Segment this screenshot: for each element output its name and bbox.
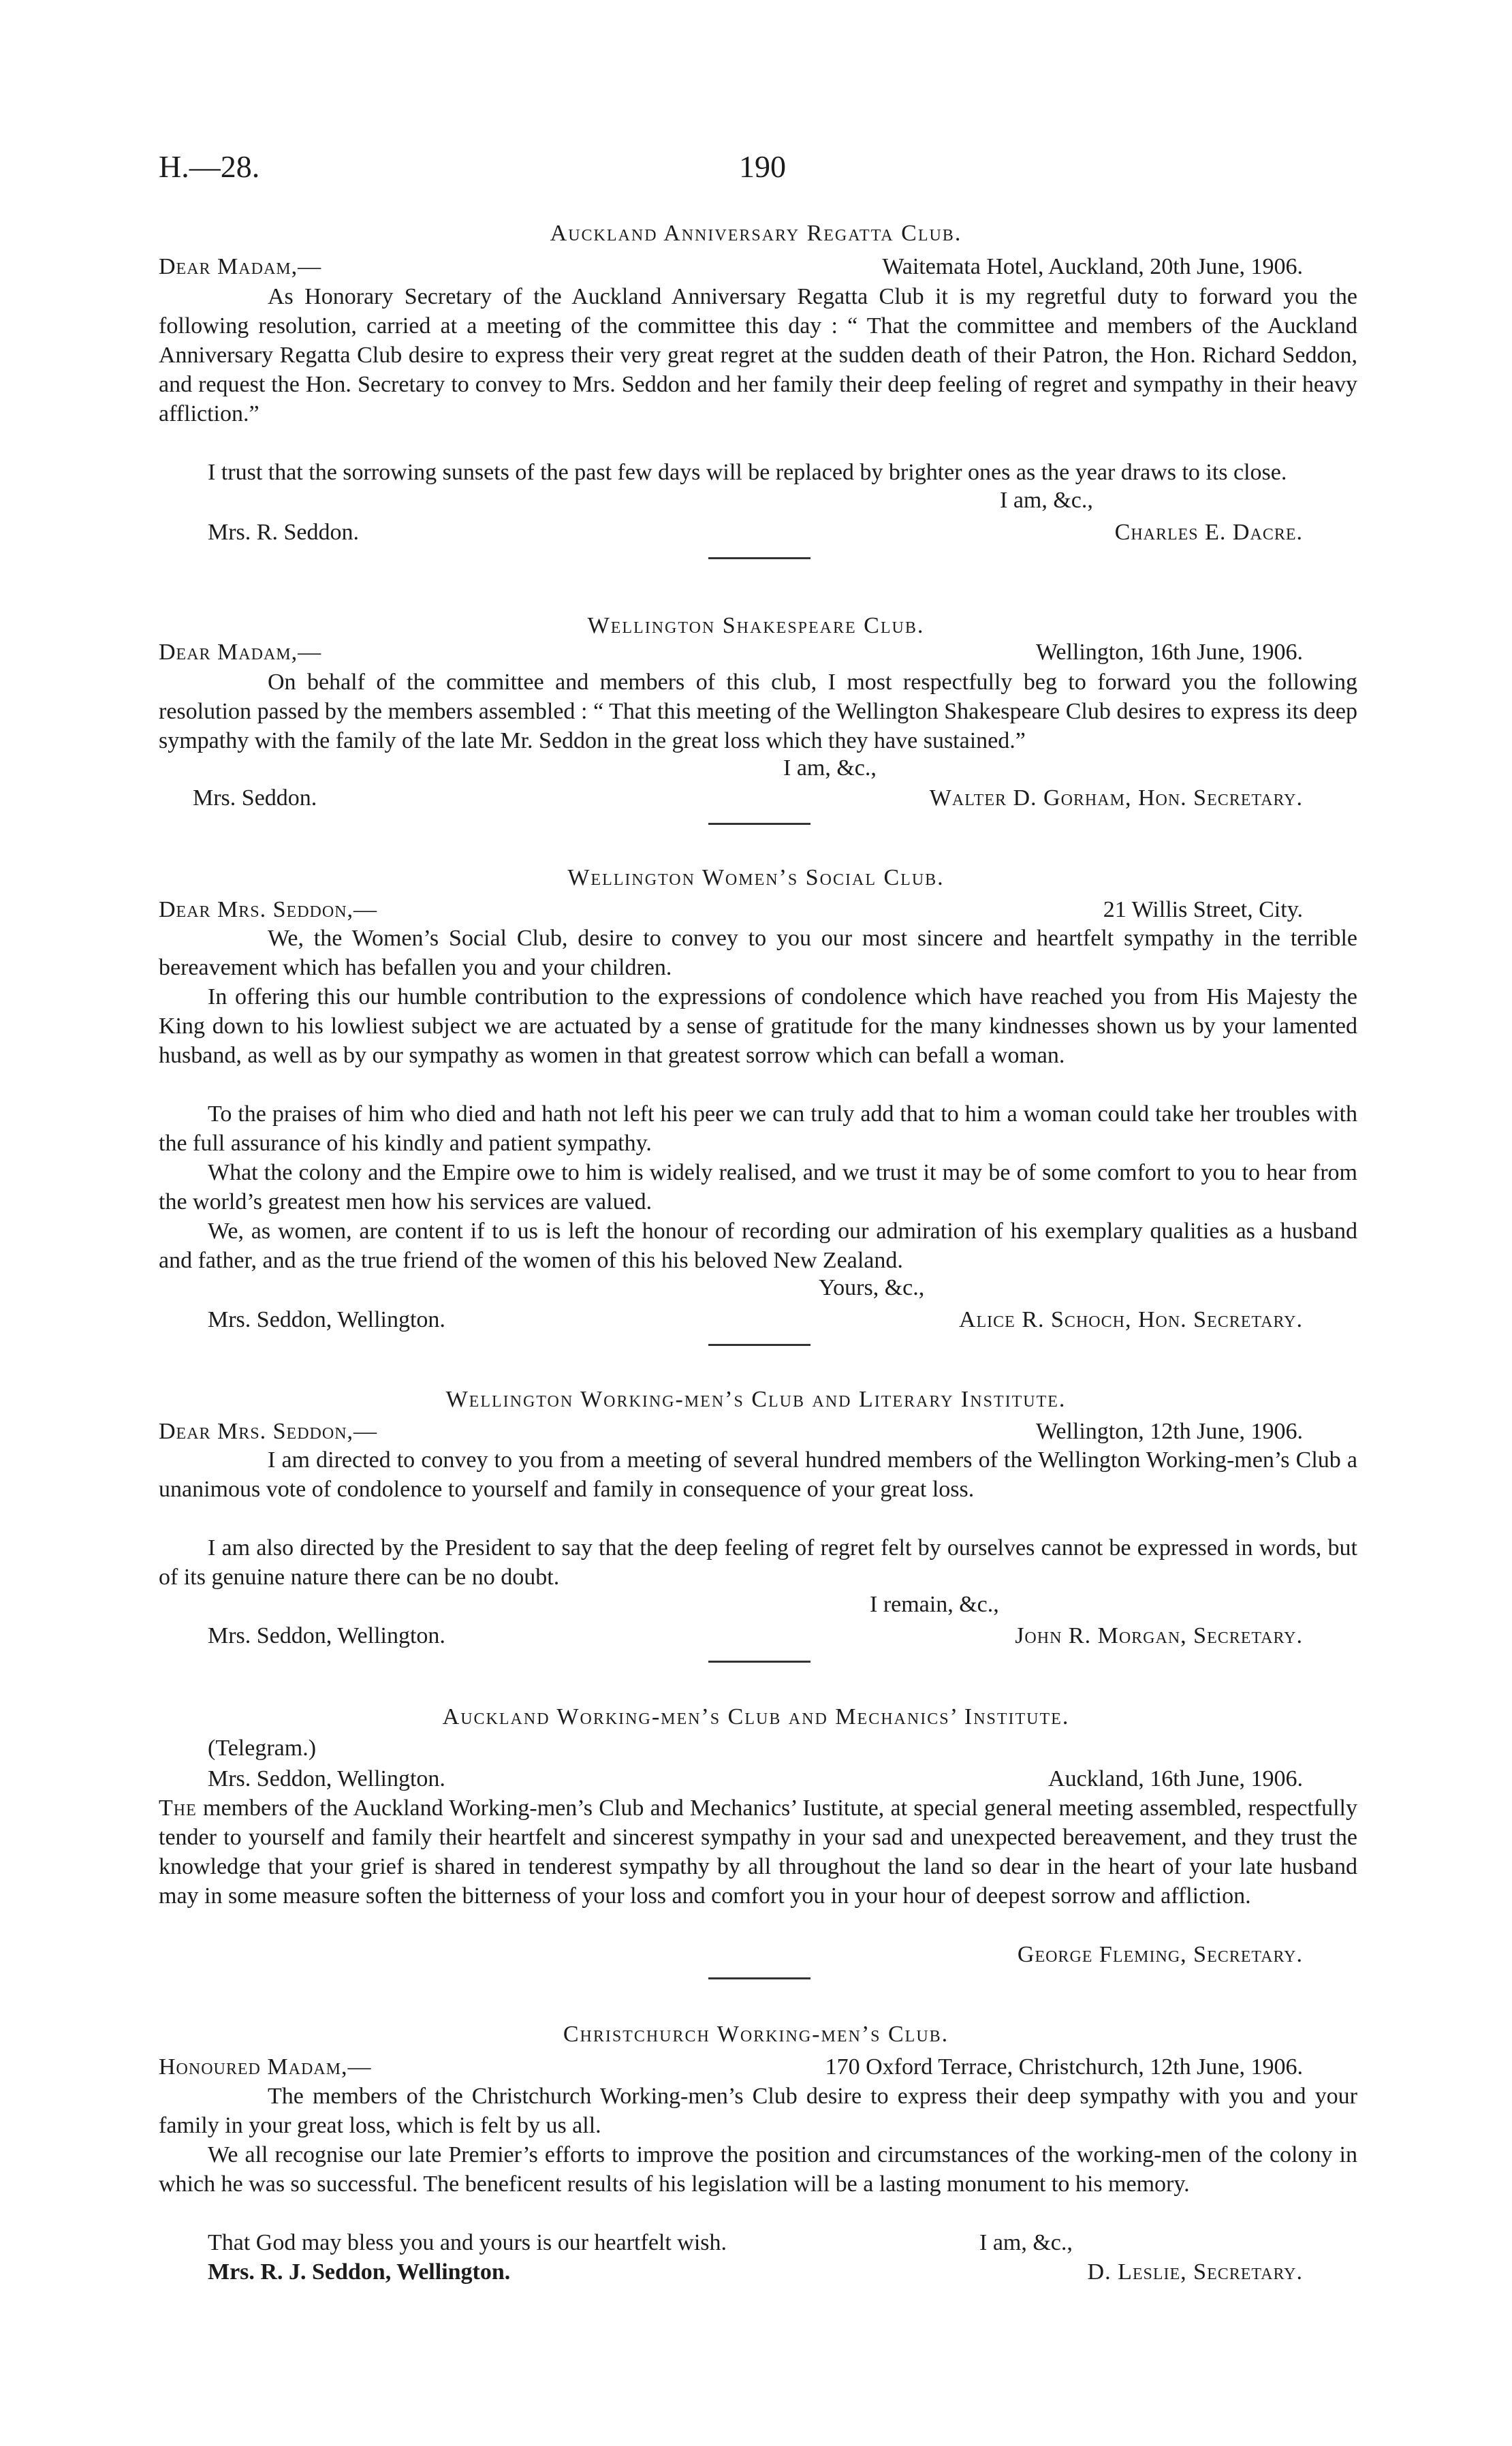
signature: George Fleming, Secretary.: [1017, 1942, 1303, 1967]
address: Auckland, 16th June, 1906.: [1048, 1766, 1303, 1791]
letter-paragraph: What the colony and the Empire owe to him is widely realised, and we trust it may be of some comfort to you to hear from the world’s greatest men how his services are valued.: [159, 1160, 1357, 1214]
document-reference: H.—28.: [159, 149, 260, 184]
divider: [708, 823, 810, 825]
salutation: Dear Mrs. Seddon,—: [159, 1419, 378, 1444]
page-number: 190: [739, 149, 786, 184]
divider: [708, 1661, 810, 1663]
closing: I am, &c.,: [1000, 488, 1093, 513]
signature: D. Leslie, Secretary.: [1087, 2259, 1303, 2285]
letter-paragraph: The members of the Christchurch Working-men’s Club desire to express their deep sympathy with you and your family in your great loss, which is felt by us all.: [159, 2084, 1357, 2138]
recipient: Mrs. Seddon, Wellington.: [208, 1623, 445, 1648]
letter-paragraph: In offering this our humble contribution to the expressions of condolence which have reached you from His Majesty the King down to his lowliest subject we are actuated by a sense of gratitude for the many kindnesses shown us by your lamented husband, as well as by our sympathy as women in that greatest sorrow which can befall a woman.: [159, 984, 1357, 1068]
salutation: Dear Madam,—: [159, 254, 322, 279]
letter-title: Auckland Anniversary Regatta Club.: [550, 221, 962, 246]
letter-paragraph: [159, 1793, 1357, 1911]
closing: I am, &c.,: [979, 2230, 1073, 2255]
address: Wellington, 12th June, 1906.: [1035, 1419, 1303, 1444]
address: 170 Oxford Terrace, Christchurch, 12th June, 1906.: [825, 2054, 1303, 2080]
letter-title: Wellington Working-men’s Club and Literary Institute.: [445, 1387, 1067, 1412]
signature: Walter D. Gorham, Hon. Secretary.: [929, 785, 1303, 811]
salutation: Dear Madam,—: [159, 640, 322, 665]
salutation: Honoured Madam,—: [159, 2054, 372, 2080]
letter-paragraph: I am directed to convey to you from a meeting of several hundred members of the Wellington Working-men’s Club a unanimous vote of condolence to yourself and family in consequence of your great loss.: [159, 1447, 1357, 1502]
recipient: Mrs. R. Seddon.: [208, 520, 359, 545]
recipient: Mrs. Seddon, Wellington.: [208, 1307, 445, 1332]
salutation: Dear Mrs. Seddon,—: [159, 897, 378, 922]
letter-paragraph: On behalf of the committee and members of this club, I most respectfully beg to forward you the following resolution passed by the members assembled : “ That this meeting of the Wellington Shakespeare Club desires to express its deep sympathy with the family of the late Mr. Seddon in the great loss which they have sustained.”: [159, 670, 1357, 753]
letter-paragraph: That God may bless you and yours is our heartfelt wish.: [208, 2230, 727, 2255]
letter-title: Christchurch Working-men’s Club.: [563, 2022, 949, 2047]
letter-title: Wellington Shakespeare Club.: [587, 613, 925, 638]
divider: [708, 557, 810, 559]
divider: [708, 1977, 810, 1979]
closing: I am, &c.,: [783, 755, 877, 781]
signature: Charles E. Dacre.: [1114, 520, 1303, 545]
closing: Yours, &c.,: [819, 1275, 925, 1300]
letter-title: Wellington Women’s Social Club.: [567, 865, 945, 890]
letter-paragraph: As Honorary Secretary of the Auckland Anniversary Regatta Club it is my regretful duty to forward you the following resolution, carried at a meeting of the committee this day : “ That the committee and members of the Auckland Anniversary Regatta Club desire to express their very great regret at the sudden death of their Patron, the Hon. Richard Seddon, and request the Hon. Secretary to convey to Mrs. Seddon and her family their deep feeling of regret and sympathy in their heavy affliction.”: [159, 284, 1357, 426]
letter-paragraph: To the praises of him who died and hath not left his peer we can truly add that to him a woman could take her troubles with the full assurance of his kindly and patient sympathy.: [159, 1101, 1357, 1156]
recipient: Mrs. R. J. Seddon, Wellington.: [208, 2259, 511, 2285]
signature: John R. Morgan, Secretary.: [1015, 1623, 1303, 1648]
signature: Alice R. Schoch, Hon. Secretary.: [958, 1307, 1303, 1332]
closing: I remain, &c.,: [870, 1592, 999, 1617]
divider: [708, 1344, 810, 1346]
letter-paragraph: I am also directed by the President to say that the deep feeling of regret felt by ourselves cannot be expressed in words, but of its genuine nature there can be no doubt.: [159, 1535, 1357, 1590]
address: Wellington, 16th June, 1906.: [1035, 640, 1303, 665]
letter-paragraph: We all recognise our late Premier’s efforts to improve the position and circumstances of the working-men of the colony in which he was so successful. The beneficent results of his legislation will be a lasting monument to his memory.: [159, 2142, 1357, 2197]
paragraph-text: members of the Auckland Working-men’s Club and Mechanics’ Iustitute, at special general meeting assembled, respectfully tender to yourself and family their heartfelt and sincerest sympathy in your sad and unexpected bereavement, and they trust the knowledge that your grief is shared in tenderest sympathy by all throughout the land so dear in the heart of your late husband may in some measure soften the bitterness of your loss and comfort you in your hour of deepest sorrow and affliction.: [159, 1796, 1357, 1909]
salutation: Mrs. Seddon, Wellington.: [208, 1766, 445, 1791]
letter-paragraph: We, the Women’s Social Club, desire to convey to you our most sincere and heartfelt sympathy in the terrible bereavement which has befallen you and your children.: [159, 926, 1357, 980]
letter-paragraph: I trust that the sorrowing sunsets of the past few days will be replaced by brighter ones as the year draws to its close.: [208, 460, 1287, 485]
letter-title: Auckland Working-men’s Club and Mechanics’ Institute.: [442, 1704, 1070, 1729]
recipient: Mrs. Seddon.: [193, 785, 317, 811]
address: Waitemata Hotel, Auckland, 20th June, 1906.: [882, 254, 1303, 279]
lead-word: The: [159, 1796, 197, 1821]
address: 21 Willis Street, City.: [1103, 897, 1303, 922]
telegram-note: (Telegram.): [208, 1736, 317, 1761]
letter-paragraph: We, as women, are content if to us is left the honour of recording our admiration of his exemplary qualities as a husband and father, and as the true friend of the women of this his beloved New Zealand.: [159, 1219, 1357, 1273]
